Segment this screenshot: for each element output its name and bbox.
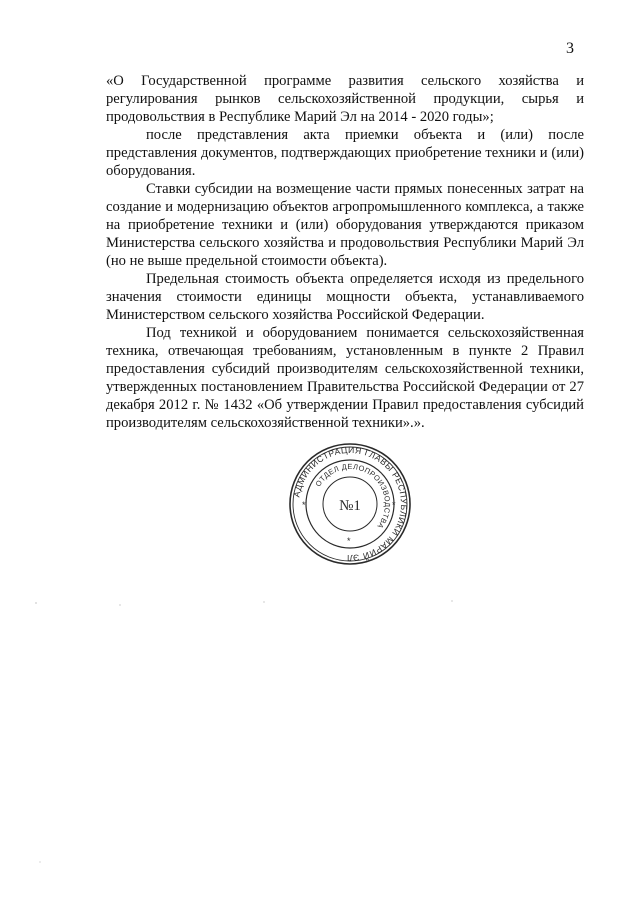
seal-star-right-icon: * <box>392 500 396 510</box>
seal-star-bottom-icon: * <box>347 536 351 546</box>
document-body <box>106 72 584 432</box>
paragraph-limit-cost: Предельная стоимость объекта определяется исходя из предельного значения стоимости единицы мощности объекта, устанавливаемого Министерством сельского хозяйства Российской Федерации. <box>106 271 584 323</box>
paragraph-continuation: «О Государственной программе развития сельского хозяйства и регулирования рынков сельскохозяйственной продукции, сырья и продовольствия в Республике Марий Эл на 2014 - 2020 годы»; <box>106 73 584 125</box>
page-number: 3 <box>566 40 574 57</box>
official-seal-stamp <box>288 442 412 566</box>
seal-outer-text: АДМИНИСТРАЦИЯ ГЛАВЫ РЕСПУБЛИКИ МАРИЙ ЭЛ <box>291 444 410 564</box>
seal-star-left-icon: * <box>302 500 306 510</box>
seal-graphic <box>288 442 412 566</box>
paragraph-equipment-definition: Под техникой и оборудованием понимается сельскохозяйственная техника, отвечающая требованиям, установленным в пункте 2 Правил предоставления субсидий производителям сельскохозяйственной техники, утвержденных постановлением Правительства Российской Федерации от 27 декабря 2012 г. № 1432 «Об утверждении Правил предоставления субсидий производителям сельскохозяйственной техники».». <box>106 325 584 431</box>
seal-center-number: №1 <box>339 498 361 514</box>
paragraph-subsidy-rates: Ставки субсидии на возмещение части прямых понесенных затрат на создание и модернизацию объектов агропромышленного комплекса, а также на приобретение техники и (или) оборудования утверждаются приказом Министерства сельского хозяйства и продовольствия Республики Марий Эл (но не выше предельной стоимости объекта). <box>106 181 584 269</box>
paragraph-after-acceptance: после представления акта приемки объекта и (или) после представления документов, подтверждающих приобретение техники и (или) оборудования. <box>106 127 584 179</box>
seal-inner-text: ОТДЕЛ ДЕЛОПРОИЗВОДСТВА <box>313 461 393 531</box>
